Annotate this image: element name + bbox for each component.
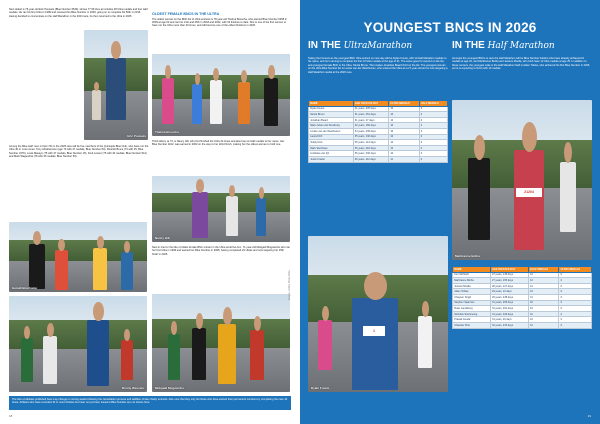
ultra-table [308, 100, 448, 163]
ultra-intro-text: Taking the honours as the youngest BNC Ultra entrant on race day will be Dylan Fourie, with 10 Half Marathon medals to his name, and he is aiming to complete his first 10 Ultra medals at the age of 31. The same goes for second on the list, and youngest female BNC in the Ultra, Nicola Bruno. That makes Jonathan Beard third on the list. The youngest woman on the Ultra Blue Number list is Louise van der Westhuizen, who entered the Ultra as a 27-year-old and is now targeting a Half Marathon medal at the 2026 race. [308, 57, 448, 74]
half-cell: 0 [559, 306, 592, 312]
ultra-section-heading [308, 40, 412, 51]
ultra-cell: 35 years, 330 days [353, 151, 389, 157]
half-cell: 10 [528, 306, 558, 312]
ultra-header-cell: AGE ON RACE DAY [353, 101, 389, 107]
ultra-cell: Dylan Fourie [309, 106, 354, 112]
ultra-table-body [309, 106, 448, 162]
half-cell: 27 years, 135 days [490, 272, 528, 278]
ultra-cell: 0 [419, 134, 447, 140]
page-number-right: 19 [587, 414, 591, 418]
ultra-cell: 0 [419, 140, 447, 146]
ultra-cell: 31 years, 251 days [353, 112, 389, 118]
half-cell: 10 [528, 317, 558, 323]
photo-dylan-fourie [308, 236, 448, 392]
ultra-cell: Teddy Nuis [309, 140, 354, 146]
half-cell: Chanelle Pirot [453, 322, 491, 328]
ultra-cell: 0 [419, 156, 447, 162]
caption-mokgadi: Mokgadi Mogwerdre [155, 386, 185, 390]
half-cell: Keri Wohlwill [453, 272, 491, 278]
caption-dylan: Dylan Fourie [311, 386, 330, 390]
ultra-cell: 0 [419, 106, 447, 112]
ultra-cell: Jonathan Beard [309, 117, 354, 123]
half-cell: 10 [528, 300, 558, 306]
ultra-cell: 31 years, 205 days [353, 106, 389, 112]
bib-dylan: 1 [363, 326, 385, 336]
caption-ronny: Ronny Wessels [121, 386, 144, 390]
right-page [300, 0, 600, 424]
half-header-cell: AGE ON RACE DAY [490, 267, 528, 273]
caption-nancy: Nancy Hill [155, 236, 170, 240]
photo-nancy-hill [152, 176, 290, 242]
half-header-cell: NAME [453, 267, 491, 273]
ultra-header-cell: HALF MEDALS [419, 101, 447, 107]
half-intro-text: Amongst the youngest BNCs to race the Half Marathon will be Blue Number holders who have already achieved 10 medals at age 34, and Marlizanne Botha and Jessica Moolla, who both have 10 Ultra medals at age 25. In addition to these runners, the youngest male in the Half Marathon field is Aiden Tobias, who achieved his first Blue Number in 2026, as he is expecting to finish with 10 medals. [452, 57, 591, 71]
half-cell: 31 years, 46 days [490, 317, 528, 323]
half-cell: 27 years, 265 days [490, 278, 528, 284]
side-credit: Images: Jetline Photo Afrika [288, 270, 291, 300]
half-cell: 0 [559, 289, 592, 295]
ultra-cell: 35 years, 130 days [353, 134, 389, 140]
half-cell: Chayson Singh [453, 294, 491, 300]
page-title: YOUNGEST BNCS IN 2026 [363, 20, 537, 35]
half-cell: 0 [559, 311, 592, 317]
half-cell: Marlizanne Botha [453, 278, 491, 284]
half-cell: 10 [528, 283, 558, 289]
thelma-paragraph: The oldest woman on the BNC list of Ultra entrants is 78-year-old Thelma Bosscha, who earned Blue Number 6458 in 2009 at age 62 and ran her 21st and 25th in 2018 and 2022, with 32 finishes to date. She is one of the first women to have run the Ultra more than 20 times, and will become one of the oldest finishers in 2026. [152, 17, 287, 28]
ultra-cell: 0 [419, 117, 447, 123]
ultra-cell: Mark-Johan van Rensburg [309, 123, 354, 129]
ultra-cell: 10 [389, 123, 419, 129]
half-cell: 31 years, 265 days [490, 300, 528, 306]
half-cell: Ruan Landsberg [453, 306, 491, 312]
ultra-heading-plain: IN THE [308, 40, 344, 51]
half-cell: Jessica Moolla [453, 283, 491, 289]
ultra-cell: 35 years, 114 days [353, 140, 389, 146]
half-cell: 0 [559, 294, 592, 300]
ultra-header-cell: NAME [309, 101, 354, 107]
ultra-cell: Nicola Bruno [309, 112, 354, 118]
half-cell: 10 [528, 294, 558, 300]
ultra-cell: 10 [389, 145, 419, 151]
caption-marlizanne: Marlizanne Botha [455, 254, 480, 258]
ultra-cell: 0 [419, 123, 447, 129]
ultra-cell: 10 [389, 134, 419, 140]
ultra-cell: 0 [419, 112, 447, 118]
left-column-1 [9, 8, 149, 18]
half-cell: 0 [559, 322, 592, 328]
ultra-heading-script: UltraMarathon [343, 41, 413, 51]
oldest-female-section [152, 12, 292, 28]
oldest-female-heading: OLDEST FEMALE BNCS IN THE ULTRA [152, 12, 220, 16]
ultra-cell: 31 years, 27 days [353, 117, 389, 123]
half-cell: 0 [559, 317, 592, 323]
half-cell: 0 [559, 283, 592, 289]
half-cell: Nicholas Strehmeing [453, 311, 491, 317]
photo-marlizanne-botha [452, 100, 592, 260]
half-cell: 0 [559, 278, 592, 284]
entrant-list-note: The lists of athletes published here may change in coming weeks following the cancellation process and addition of late charity entrants. Also note that they only list those who have earned their permanent numbers by completing the race 10 times. Athletes who have recorded 10 or more finishes but have not yet been issued a Blue Number are not shown here. [9, 396, 291, 410]
half-cell: 31 years, 291 days [490, 306, 528, 312]
ultra-cell: 10 [389, 112, 419, 118]
half-heading-plain: IN THE [452, 40, 488, 51]
half-cell: 10 [528, 322, 558, 328]
eric-paragraph: Next oldest is 75-year-old Eric Pouwels (Blue Number 6549), whose 77.59 tries at includes 28 Ultra medals and four Half medals. He ran his first Ultra in 1989 and received his Blue Number in 2009, going on to complete his 50th in 2015. Having decided to concentrate on the Half Marathon in the 2024 race, he then returned to the Ultra in 2025. [9, 8, 148, 18]
caption-eric: Eric Pouwels [127, 134, 146, 138]
ultra-cell: 10 [389, 128, 419, 134]
half-table [452, 266, 592, 329]
photo-thelma-bosscha [152, 54, 290, 136]
ultra-cell: 10 [389, 117, 419, 123]
half-cell: Stephen Sparman [453, 300, 491, 306]
half-cell: 31 years, 326 days [490, 311, 528, 317]
half-cell: 0 [559, 300, 592, 306]
ultra-cell: 3 [419, 128, 447, 134]
quintuple-paragraph: Among the Blue Half' men in their 70s in the 2026 race will be five members of the Quintuple Blue Club, who have run the Ultra 40 or more times: Tony Abrahamson (age 73 with 47 medals, Blue Number 60), Ricardo Bruce (73 with 45, Blue Number 2476), Louis Massyn (75 with 47 medals, Blue Number 15), Fred Looser (75 with 40 medals, Blue Number 512) and Mark Wagendrai (76 with 46 medals, Blue Number 59). [9, 145, 149, 159]
half-cell: 32 years, 234 days [490, 322, 528, 328]
ultra-cell: 10 [389, 151, 419, 157]
table-row [309, 156, 448, 162]
photo-ronny-wessels [9, 296, 147, 392]
ultra-cell: Justin Fowler [309, 156, 354, 162]
half-cell: 10 [528, 272, 558, 278]
ultra-cell: 0 [419, 145, 447, 151]
ultra-cell: Louise van der Westhuizen [309, 128, 354, 134]
half-section-heading [452, 40, 555, 51]
ultra-cell: 36 years, 112 days [353, 156, 389, 162]
ultra-cell: 35 years, 218 days [353, 145, 389, 151]
half-header-cell: HALF MEDALS [528, 267, 558, 273]
photo-mokgadi-mogwerdre [152, 294, 290, 392]
table-row [453, 322, 592, 328]
ultra-cell: 11 [389, 156, 419, 162]
ultra-header-cell: ULTRA MEDALS [389, 101, 419, 107]
caption-thelma: Thelma Bosscha [155, 130, 179, 134]
half-cell: Aiden Tobias [453, 289, 491, 295]
half-heading-script: Half Marathon [487, 41, 555, 51]
photo-gerald-bruchamp [9, 222, 147, 292]
ultra-cell: Lindisiwe van Zyl [309, 151, 354, 157]
ultra-cell: 10 [389, 140, 419, 146]
ultra-cell: 32 years, 169 days [353, 123, 389, 129]
caption-gerald: Gerald Bruchamp [12, 286, 38, 290]
ultra-cell: Laura Frith [309, 134, 354, 140]
half-cell: 10 [528, 311, 558, 317]
half-cell: 29 years, 10 days [490, 289, 528, 295]
ultra-cell: 0 [419, 151, 447, 157]
ultra-cell: 10 [389, 106, 419, 112]
half-table-body [453, 272, 592, 328]
page-number-left: 18 [9, 414, 13, 418]
half-cell: 28 years, 127 days [490, 283, 528, 289]
nancy-paragraph: Third oldest, at 73, is Nancy Hill, who first finished the Ultra 22 times and also has six Half medals to her name. Her Blue Number 1102, was earned in 2002 on the way to her 22nd finish, making her the oldest woman to hold one. [152, 140, 285, 147]
half-cell: Prasad Gouda [453, 317, 491, 323]
bib-marlizanne: 21204 [516, 188, 542, 197]
half-cell: 29 years, 238 days [490, 294, 528, 300]
half-cell: 0 [559, 272, 592, 278]
half-cell: 10 [528, 289, 558, 295]
half-header-cell: ULTRA MEDALS [559, 267, 592, 273]
ultra-cell: Mark Steinhaus [309, 145, 354, 151]
mokgadi-paragraph: Next in line for the title of oldest female BNC entrant in the Ultra would be Ann, 71-year-old Mokgadi Mogwerdre who ran her first Ultra in 1999 and earned her Blue Number in 2008, having completed 23 Ultras and now targeting her 25th finish in 2026. [152, 246, 290, 256]
half-cell: 10 [528, 278, 558, 284]
ultra-cell: 34 years, 235 days [353, 128, 389, 134]
photo-eric-pouwels [84, 30, 148, 140]
